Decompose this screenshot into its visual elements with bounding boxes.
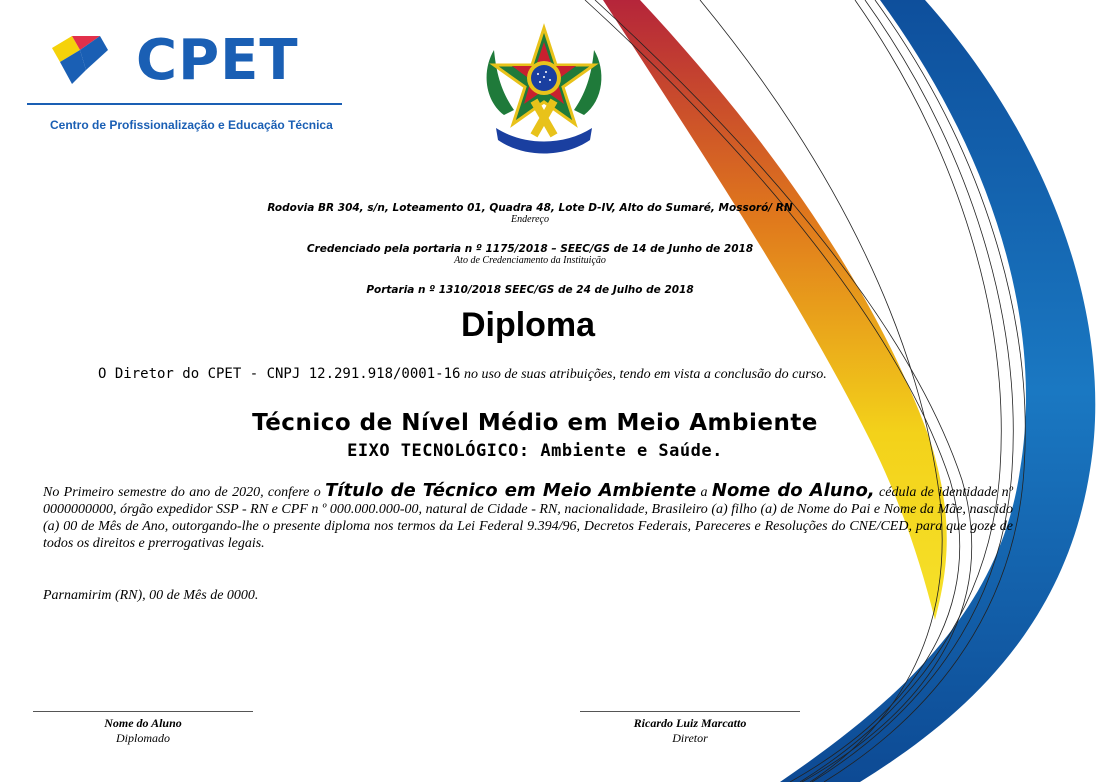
body-part-1: No Primeiro semestre do ano de 2020, confere o [43, 485, 326, 500]
body-part-2: a [696, 485, 712, 500]
diploma-title: Diploma [460, 306, 596, 344]
blue-band [780, 0, 1095, 782]
address-value: Rodovia BR 304, s/n, Loteamento 01, Quadra 48, Lote D-IV, Alto do Sumaré, Mossoró/ RN [267, 202, 793, 214]
address-block [220, 202, 840, 225]
cpet-logo-icon [52, 36, 108, 84]
signature-director [580, 711, 800, 746]
cnpj-value: 12.291.918/0001-16 [308, 366, 461, 382]
student-name: Nome do Aluno, [711, 480, 875, 501]
diploma-body [43, 482, 1013, 552]
signature-line [580, 711, 800, 712]
place-date: Parnamirim (RN), 00 de Mês de 0000. [43, 588, 259, 603]
ordinance-line: Portaria n º 1310/2018 SEEC/GS de 24 de Julho de 2018 [366, 284, 694, 296]
course-axis: EIXO TECNOLÓGICO: Ambiente e Saúde. [347, 441, 723, 461]
logo-divider [27, 103, 342, 105]
signature-name: Ricardo Luiz Marcatto [633, 716, 747, 730]
signature-role: Diplomado [116, 731, 170, 745]
title-conferred: Título de Técnico em Meio Ambiente [325, 480, 697, 501]
signature-line [33, 711, 253, 712]
accreditation-caption: Ato de Credenciamento da Instituição [454, 255, 606, 266]
signature-name: Nome do Aluno [104, 716, 182, 730]
accreditation-block [220, 243, 840, 266]
director-statement [98, 366, 827, 383]
brazil-coat-of-arms-icon [474, 20, 614, 165]
course-name: Técnico de Nível Médio em Meio Ambiente [252, 410, 818, 436]
logo-subtitle: Centro de Profissionalização e Educação Técnica [50, 118, 333, 132]
address-caption: Endereço [511, 214, 549, 225]
body-part-3: cédula de identidade nº 0000000000, órgão expedidor SSP - RN e CPF n º 000.000.000-00, natural de Cidade - RN, nacionalidade, Brasileiro (a) filho (a) de Nome do Pai e Nome da Mãe, nascido (a) 00 de Mês de Ano, outorgando-lhe o presente diploma nos termos da Lei Federal 9.394/96, Decretos Federais, Pareceres e Resoluções do CNE/CED, para que goze de todos os direitos e prerrogativas legais. [43, 485, 1014, 551]
accreditation-value: Credenciado pela portaria n º 1175/2018 – SEEC/GS de 14 de Junho de 2018 [306, 243, 754, 255]
director-rest: no uso de suas atribuições, tendo em vista a conclusão do curso. [460, 367, 827, 382]
signature-role: Diretor [672, 731, 708, 745]
director-prefix: O Diretor do CPET - CNPJ [98, 366, 309, 382]
signature-student [33, 711, 253, 746]
logo-wordmark: CPET [136, 28, 299, 93]
